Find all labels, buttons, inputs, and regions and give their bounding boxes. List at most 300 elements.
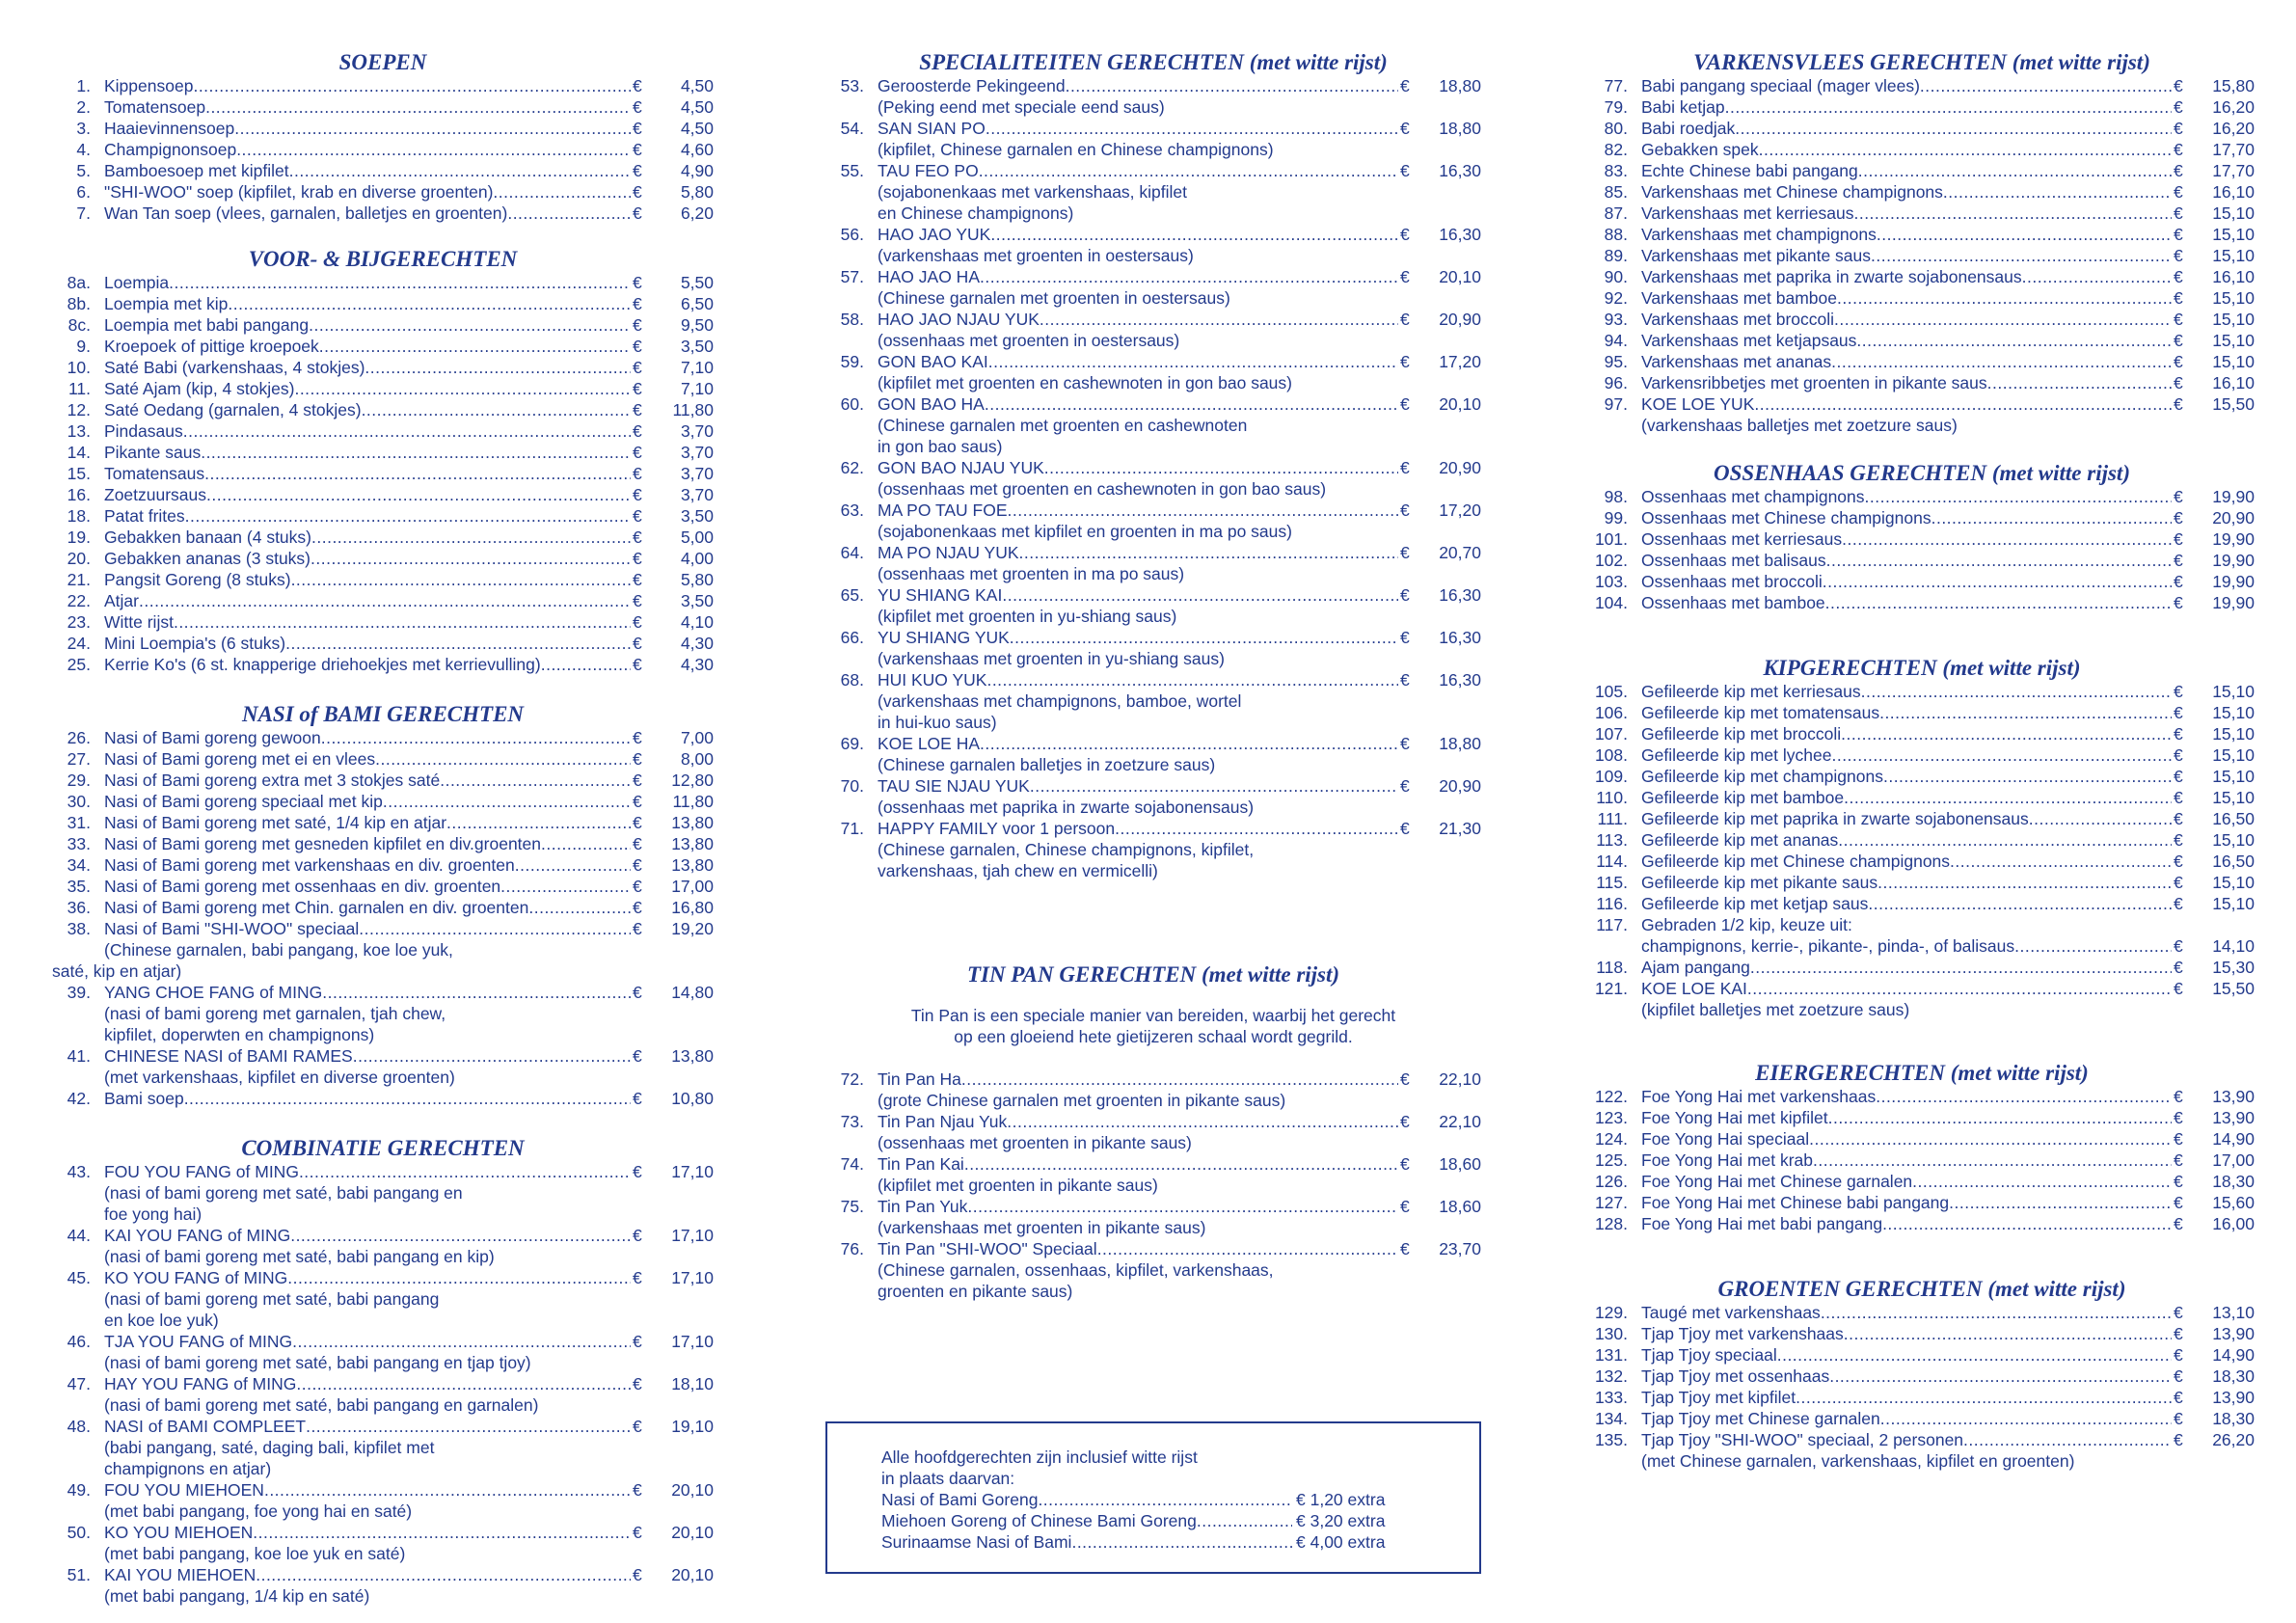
leader-dots <box>359 918 631 939</box>
item-price: 16,30 <box>1439 161 1481 180</box>
item-number: 27. <box>67 749 91 769</box>
item-number: 68. <box>840 670 864 690</box>
item-number: 51. <box>67 1565 91 1584</box>
item-price: 5,50 <box>680 273 714 292</box>
item-number: 57. <box>840 267 864 286</box>
item-description: (Chinese garnalen met groenten in oestersaus) <box>878 288 1230 308</box>
currency-symbol: € <box>1400 1069 1410 1089</box>
currency-symbol: € <box>1400 119 1410 138</box>
item-number: 94. <box>1604 331 1628 350</box>
item-price: 4,50 <box>680 97 714 117</box>
menu-item-row <box>1589 309 2255 330</box>
currency-symbol: € <box>633 855 642 875</box>
item-number: 14. <box>67 443 91 462</box>
currency-symbol: € <box>633 273 642 292</box>
item-price: 15,10 <box>2212 788 2255 807</box>
currency-symbol: € <box>2174 1430 2183 1449</box>
box-option-row <box>881 1531 1402 1553</box>
leader-dots <box>1837 287 2172 309</box>
item-number: 79. <box>1604 97 1628 117</box>
item-number: 83. <box>1604 161 1628 180</box>
currency-symbol: € <box>2174 373 2183 392</box>
item-price: 16,80 <box>671 898 714 917</box>
item-description: (kipfilet met groenten in pikante saus) <box>878 1176 1158 1195</box>
currency-symbol: € <box>2174 310 2183 329</box>
item-name: Foe Yong Hai met Chinese babi pangang <box>1641 1193 1950 1212</box>
item-price: 15,10 <box>2212 310 2255 329</box>
item-number: 31. <box>67 813 91 832</box>
item-number: 64. <box>840 543 864 562</box>
menu-item-row <box>825 75 1481 96</box>
item-price: 13,10 <box>2212 1303 2255 1322</box>
menu-item-row <box>1589 829 2255 851</box>
currency-symbol: € <box>633 919 642 938</box>
menu-item-row <box>1589 160 2255 181</box>
item-number: 110. <box>1596 788 1628 807</box>
item-price: 17,10 <box>671 1162 714 1181</box>
item-name: Patat frites <box>104 506 185 526</box>
item-name: Varkenshaas met ketjapsaus <box>1641 331 1857 350</box>
item-price: 3,50 <box>680 506 714 526</box>
item-name: HAO JAO HA <box>878 267 980 286</box>
currency-symbol: € <box>2174 119 2183 138</box>
item-price: 19,10 <box>671 1417 714 1436</box>
item-number: 135. <box>1594 1430 1628 1449</box>
item-number: 80. <box>1604 119 1628 138</box>
leader-dots <box>1796 1387 2172 1408</box>
section-title: SOEPEN <box>338 50 427 74</box>
leader-dots <box>321 727 631 748</box>
menu-item-row <box>52 463 714 484</box>
item-price: 20,90 <box>2212 508 2255 527</box>
item-name: HAO JAO NJAU YUK <box>878 310 1040 329</box>
menu-item-row <box>52 1161 714 1182</box>
leader-dots <box>1949 1192 2172 1213</box>
item-price: 19,90 <box>2212 487 2255 506</box>
menu-item-row <box>52 181 714 203</box>
tin-pan-intro-line: op een gloeiend hete gietijzeren schaal wordt gegrild. <box>954 1027 1353 1046</box>
item-name: Loempia <box>104 273 170 292</box>
currency-symbol: € <box>633 983 642 1002</box>
leader-dots <box>985 393 1398 415</box>
menu-item-row <box>52 833 714 854</box>
item-number: 126. <box>1594 1172 1628 1191</box>
item-description: (sojabonenkaas met kipfilet en groenten in ma po saus) <box>878 522 1292 541</box>
item-description: (Peking eend met speciale eend saus) <box>878 97 1165 117</box>
currency-symbol: € <box>633 358 642 377</box>
item-price: 20,10 <box>671 1565 714 1584</box>
item-number: 123. <box>1594 1108 1628 1127</box>
item-name: Saté Ajam (kip, 4 stokjes) <box>104 379 295 398</box>
leader-dots <box>1044 457 1398 478</box>
item-number: 82. <box>1604 140 1628 159</box>
item-price: 18,30 <box>2212 1409 2255 1428</box>
leader-dots <box>319 336 631 357</box>
item-number: 48. <box>67 1417 91 1436</box>
leader-dots <box>375 748 631 770</box>
leader-dots <box>1747 978 2172 999</box>
item-name: Varkenshaas met pikante saus <box>1641 246 1872 265</box>
item-number: 71. <box>840 819 864 838</box>
currency-symbol: € <box>633 1417 642 1436</box>
item-name: FOU YOU MIEHOEN <box>104 1480 264 1500</box>
currency-symbol: € <box>633 1226 642 1245</box>
item-number: 128. <box>1594 1214 1628 1233</box>
item-number: 98. <box>1604 487 1628 506</box>
item-price: 16,20 <box>2212 119 2255 138</box>
item-name: KO YOU FANG of MING <box>104 1268 288 1287</box>
leader-dots <box>292 1331 631 1352</box>
menu-item-row <box>52 1522 714 1543</box>
item-name: Wan Tan soep (vlees, garnalen, balletjes en groenten) <box>104 203 508 223</box>
menu-item-row <box>52 982 714 1003</box>
item-name: Nasi of Bami goreng met ei en vlees <box>104 749 376 769</box>
currency-symbol: € <box>1400 500 1410 520</box>
box-option-name: Miehoen Goreng of Chinese Bami Goreng <box>881 1511 1197 1530</box>
leader-dots <box>234 118 631 139</box>
item-price: 15,80 <box>2212 76 2255 95</box>
item-name: Varkenshaas met paprika in zwarte sojabonensaus <box>1641 267 2022 286</box>
leader-dots <box>1853 203 2172 224</box>
currency-symbol: € <box>633 570 642 589</box>
item-number: 90. <box>1604 267 1628 286</box>
menu-item-row <box>1589 507 2255 528</box>
item-price: 17,70 <box>2212 140 2255 159</box>
item-name: GON BAO HA <box>878 394 985 414</box>
menu-item-row <box>825 351 1481 372</box>
menu-item-row <box>52 876 714 897</box>
currency-symbol: € <box>1400 628 1410 647</box>
currency-symbol: € <box>633 898 642 917</box>
leader-dots <box>1097 1238 1398 1259</box>
currency-symbol: € <box>1400 394 1410 414</box>
menu-item-row <box>52 590 714 611</box>
item-name: Foe Yong Hai speciaal <box>1641 1129 1810 1149</box>
item-description: (nasi of bami goreng met saté, babi pangang en kip) <box>104 1247 495 1266</box>
leader-dots <box>986 669 1398 690</box>
leader-dots <box>1823 571 2172 592</box>
item-number: 9. <box>76 337 91 356</box>
box-line: in plaats daarvan: <box>881 1469 1015 1488</box>
item-number: 8a. <box>67 273 91 292</box>
leader-dots <box>515 854 631 876</box>
section-title: COMBINATIE GERECHTEN <box>241 1136 525 1160</box>
currency-symbol: € <box>633 728 642 747</box>
item-name: Tomatensaus <box>104 464 205 483</box>
menu-item-row <box>52 1225 714 1246</box>
item-number: 92. <box>1604 288 1628 308</box>
currency-symbol: € <box>2174 1172 2183 1191</box>
currency-symbol: € <box>633 443 642 462</box>
item-name: Ossenhaas met bamboe <box>1641 593 1825 612</box>
leader-dots <box>289 160 631 181</box>
leader-dots <box>440 770 631 791</box>
item-number: 116. <box>1596 894 1628 913</box>
leader-dots <box>205 96 631 118</box>
currency-symbol: € <box>2174 331 2183 350</box>
currency-symbol: € <box>2174 745 2183 765</box>
item-name: Nasi of Bami goreng speciaal met kip <box>104 792 383 811</box>
section-title: OSSENHAAS GERECHTEN (met witte rijst) <box>1714 461 2130 485</box>
currency-symbol: € <box>633 506 642 526</box>
currency-symbol: € <box>633 1162 642 1181</box>
currency-symbol: € <box>2174 1366 2183 1386</box>
currency-symbol: € <box>633 634 642 653</box>
item-name: Tin Pan "SHI-WOO" Speciaal <box>878 1239 1097 1258</box>
leader-dots <box>1880 1408 2172 1429</box>
item-name: Tjap Tjoy speciaal <box>1641 1345 1777 1365</box>
menu-item-row <box>1589 1213 2255 1234</box>
item-price: 20,70 <box>1439 543 1481 562</box>
item-number: 104. <box>1594 593 1628 612</box>
item-description: (nasi of bami goreng met saté, babi pangang en <box>104 1183 463 1203</box>
currency-symbol: € <box>633 119 642 138</box>
currency-symbol: € <box>2174 593 2183 612</box>
item-name: KOE LOE YUK <box>1641 394 1755 414</box>
item-price: 19,90 <box>2212 551 2255 570</box>
item-number: 26. <box>67 728 91 747</box>
leader-dots <box>287 1267 631 1288</box>
menu-item-row <box>52 1564 714 1585</box>
leader-dots <box>1750 957 2172 978</box>
leader-dots <box>1844 787 2172 808</box>
item-number: 124. <box>1594 1129 1628 1149</box>
currency-symbol: € <box>633 400 642 419</box>
item-price: 15,10 <box>2212 703 2255 722</box>
item-price: 4,90 <box>680 161 714 180</box>
leader-dots <box>169 272 631 293</box>
menu-item-row <box>1589 744 2255 766</box>
item-price: 4,60 <box>680 140 714 159</box>
item-number: 50. <box>67 1523 91 1542</box>
item-price: 15,10 <box>2212 724 2255 744</box>
leader-dots <box>1831 351 2172 372</box>
item-name: Saté Babi (varkenshaas, 4 stokjes) <box>104 358 365 377</box>
menu-item-row <box>825 1153 1481 1175</box>
item-price: 15,10 <box>2212 288 2255 308</box>
item-price: 6,20 <box>680 203 714 223</box>
menu-item-row <box>1589 1107 2255 1128</box>
leader-dots <box>1071 1531 1292 1553</box>
menu-item-row <box>52 1267 714 1288</box>
item-price: 3,70 <box>680 485 714 504</box>
leader-dots <box>2022 266 2172 287</box>
item-number: 125. <box>1594 1150 1628 1170</box>
item-name: Pikante saus <box>104 443 202 462</box>
item-number: 69. <box>840 734 864 753</box>
item-number: 7. <box>76 203 91 223</box>
currency-symbol: € <box>2174 1345 2183 1365</box>
menu-item-row <box>52 897 714 918</box>
item-name: KOE LOE HA <box>878 734 981 753</box>
leader-dots <box>1876 1086 2172 1107</box>
menu-item-row <box>52 1088 714 1109</box>
currency-symbol: € <box>1400 458 1410 477</box>
currency-symbol: € <box>2174 487 2183 506</box>
item-description: (nasi of bami goreng met garnalen, tjah chew, <box>104 1004 446 1023</box>
item-price: 3,70 <box>680 443 714 462</box>
tin-pan-intro-line: Tin Pan is een speciale manier van bereiden, waarbij het gerecht <box>910 1006 1396 1025</box>
leader-dots <box>980 733 1398 754</box>
section-soepen <box>52 50 714 224</box>
leader-dots <box>1813 1150 2172 1171</box>
menu-item-row <box>52 854 714 876</box>
item-price: 20,10 <box>671 1480 714 1500</box>
item-name: HAO JAO YUK <box>878 225 991 244</box>
leader-dots <box>296 1373 631 1394</box>
item-name: Nasi of Bami "SHI-WOO" speciaal <box>104 919 360 938</box>
item-description: in gon bao saus) <box>878 437 1003 456</box>
item-description: (varkenshaas met groenten in oestersaus) <box>878 246 1194 265</box>
item-price: 19,90 <box>2212 529 2255 549</box>
item-price: 14,90 <box>2212 1129 2255 1149</box>
item-number: 56. <box>840 225 864 244</box>
item-name: Haaievinnensoep <box>104 119 235 138</box>
currency-symbol: € <box>2174 1388 2183 1407</box>
menu-item-row <box>52 160 714 181</box>
item-name: Gefileerde kip met Chinese champignons <box>1641 852 1951 871</box>
item-number: 30. <box>67 792 91 811</box>
item-number: 23. <box>67 612 91 632</box>
item-name: Geroosterde Pekingeend <box>878 76 1066 95</box>
currency-symbol: € <box>2174 809 2183 828</box>
item-price: 26,20 <box>2212 1430 2255 1449</box>
item-description: (ossenhaas met groenten en cashewnoten in gon bao saus) <box>878 479 1327 499</box>
item-number: 38. <box>67 919 91 938</box>
item-name: Gefileerde kip met paprika in zwarte sojabonensaus <box>1641 809 2029 828</box>
item-number: 66. <box>840 628 864 647</box>
item-name: Gebakken banaan (4 stuks) <box>104 527 311 547</box>
item-description: (Chinese garnalen balletjes in zoetzure saus) <box>878 755 1216 774</box>
leader-dots <box>1725 96 2172 118</box>
item-price: 10,80 <box>671 1089 714 1108</box>
menu-item-row <box>1589 681 2255 702</box>
item-name: Champignonsoep <box>104 140 237 159</box>
item-number: 6. <box>76 182 91 202</box>
item-name: Bamboesoep met kipfilet <box>104 161 289 180</box>
menu-item-row <box>52 918 714 939</box>
menu-item-row <box>1589 957 2255 978</box>
menu-item-row <box>52 378 714 399</box>
item-name: Gefileerde kip met broccoli <box>1641 724 1842 744</box>
item-name: Nasi of Bami goreng met ossenhaas en div. groenten <box>104 877 501 896</box>
currency-symbol: € <box>1400 310 1410 329</box>
item-price: 16,30 <box>1439 585 1481 605</box>
leader-dots <box>1883 766 2172 787</box>
currency-symbol: € <box>633 294 642 313</box>
item-price: 22,10 <box>1439 1112 1481 1131</box>
currency-symbol: € <box>2174 894 2183 913</box>
section-kipgerechten <box>1589 656 2255 1020</box>
menu-item-row <box>1589 372 2255 393</box>
item-price: 11,80 <box>672 400 714 419</box>
item-description: (sojabonenkaas met varkenshaas, kipfilet <box>878 182 1188 202</box>
currency-symbol: € <box>1400 734 1410 753</box>
item-name: Loempia met babi pangang <box>104 315 310 335</box>
item-name: Mini Loempia's (6 stuks) <box>104 634 286 653</box>
item-name: Babi roedjak <box>1641 119 1736 138</box>
item-price: 15,10 <box>2212 331 2255 350</box>
item-number: 107. <box>1594 724 1628 744</box>
menu-item-row <box>52 96 714 118</box>
item-number: 96. <box>1604 373 1628 392</box>
currency-symbol: € <box>2174 703 2183 722</box>
menu-item-row <box>52 812 714 833</box>
menu-item-row <box>1589 266 2255 287</box>
item-price: 16,20 <box>2212 97 2255 117</box>
item-price: 15,30 <box>2212 958 2255 977</box>
menu-item-row <box>1589 851 2255 872</box>
menu-item-row <box>1589 351 2255 372</box>
item-number: 20. <box>67 549 91 568</box>
currency-symbol: € <box>633 1268 642 1287</box>
currency-symbol: € <box>633 76 642 95</box>
currency-symbol: € <box>633 813 642 832</box>
item-price: 20,10 <box>671 1523 714 1542</box>
menu-item-row <box>825 500 1481 521</box>
leader-dots <box>1834 309 2172 330</box>
currency-symbol: € <box>633 1332 642 1351</box>
menu-item-row <box>1589 1150 2255 1171</box>
leader-dots <box>139 590 631 611</box>
item-number: 85. <box>1604 182 1628 202</box>
menu-item-row <box>52 442 714 463</box>
menu-item-row <box>52 75 714 96</box>
currency-symbol: € <box>633 1480 642 1500</box>
currency-symbol: € <box>2174 830 2183 850</box>
currency-symbol: € <box>633 203 642 223</box>
menu-item-row <box>52 569 714 590</box>
currency-symbol: € <box>1400 670 1410 690</box>
item-number: 131. <box>1594 1345 1628 1365</box>
item-price: 8,00 <box>680 749 714 769</box>
item-name: Tin Pan Ha <box>878 1069 961 1089</box>
item-name: "SHI-WOO" soep (kipfilet, krab en diverse groenten) <box>104 182 494 202</box>
menu-item-row <box>1589 1366 2255 1387</box>
item-number: 109. <box>1594 767 1628 786</box>
section-title: TIN PAN GERECHTEN (met witte rijst) <box>966 962 1340 987</box>
currency-symbol: € <box>633 612 642 632</box>
box-option-row <box>881 1489 1402 1510</box>
currency-symbol: € <box>2174 1150 2183 1170</box>
item-description: (varkenshaas met groenten in yu-shiang saus) <box>878 649 1225 668</box>
item-number: 106. <box>1594 703 1628 722</box>
item-name: Gefileerde kip met bamboe <box>1641 788 1845 807</box>
menu-item-row <box>1589 978 2255 999</box>
item-price: 5,80 <box>680 182 714 202</box>
item-number: 70. <box>840 776 864 796</box>
item-number: 36. <box>67 898 91 917</box>
item-number: 29. <box>67 771 91 790</box>
leader-dots <box>264 1479 631 1501</box>
item-price: 4,30 <box>680 655 714 674</box>
leader-dots <box>201 442 631 463</box>
item-name: Saté Oedang (garnalen, 4 stokjes) <box>104 400 362 419</box>
leader-dots <box>1987 372 2172 393</box>
currency-symbol: € <box>1400 267 1410 286</box>
menu-item-row <box>825 1196 1481 1217</box>
leader-dots <box>1861 681 2172 702</box>
leader-dots <box>206 484 631 505</box>
leader-dots <box>1877 224 2172 245</box>
item-number: 16. <box>67 485 91 504</box>
item-name: Varkenshaas met Chinese champignons <box>1641 182 1943 202</box>
item-price: 16,30 <box>1439 670 1481 690</box>
currency-symbol: € <box>2174 724 2183 744</box>
item-price: 6,50 <box>680 294 714 313</box>
currency-symbol: € <box>2174 1087 2183 1106</box>
currency-symbol: € <box>633 1565 642 1584</box>
